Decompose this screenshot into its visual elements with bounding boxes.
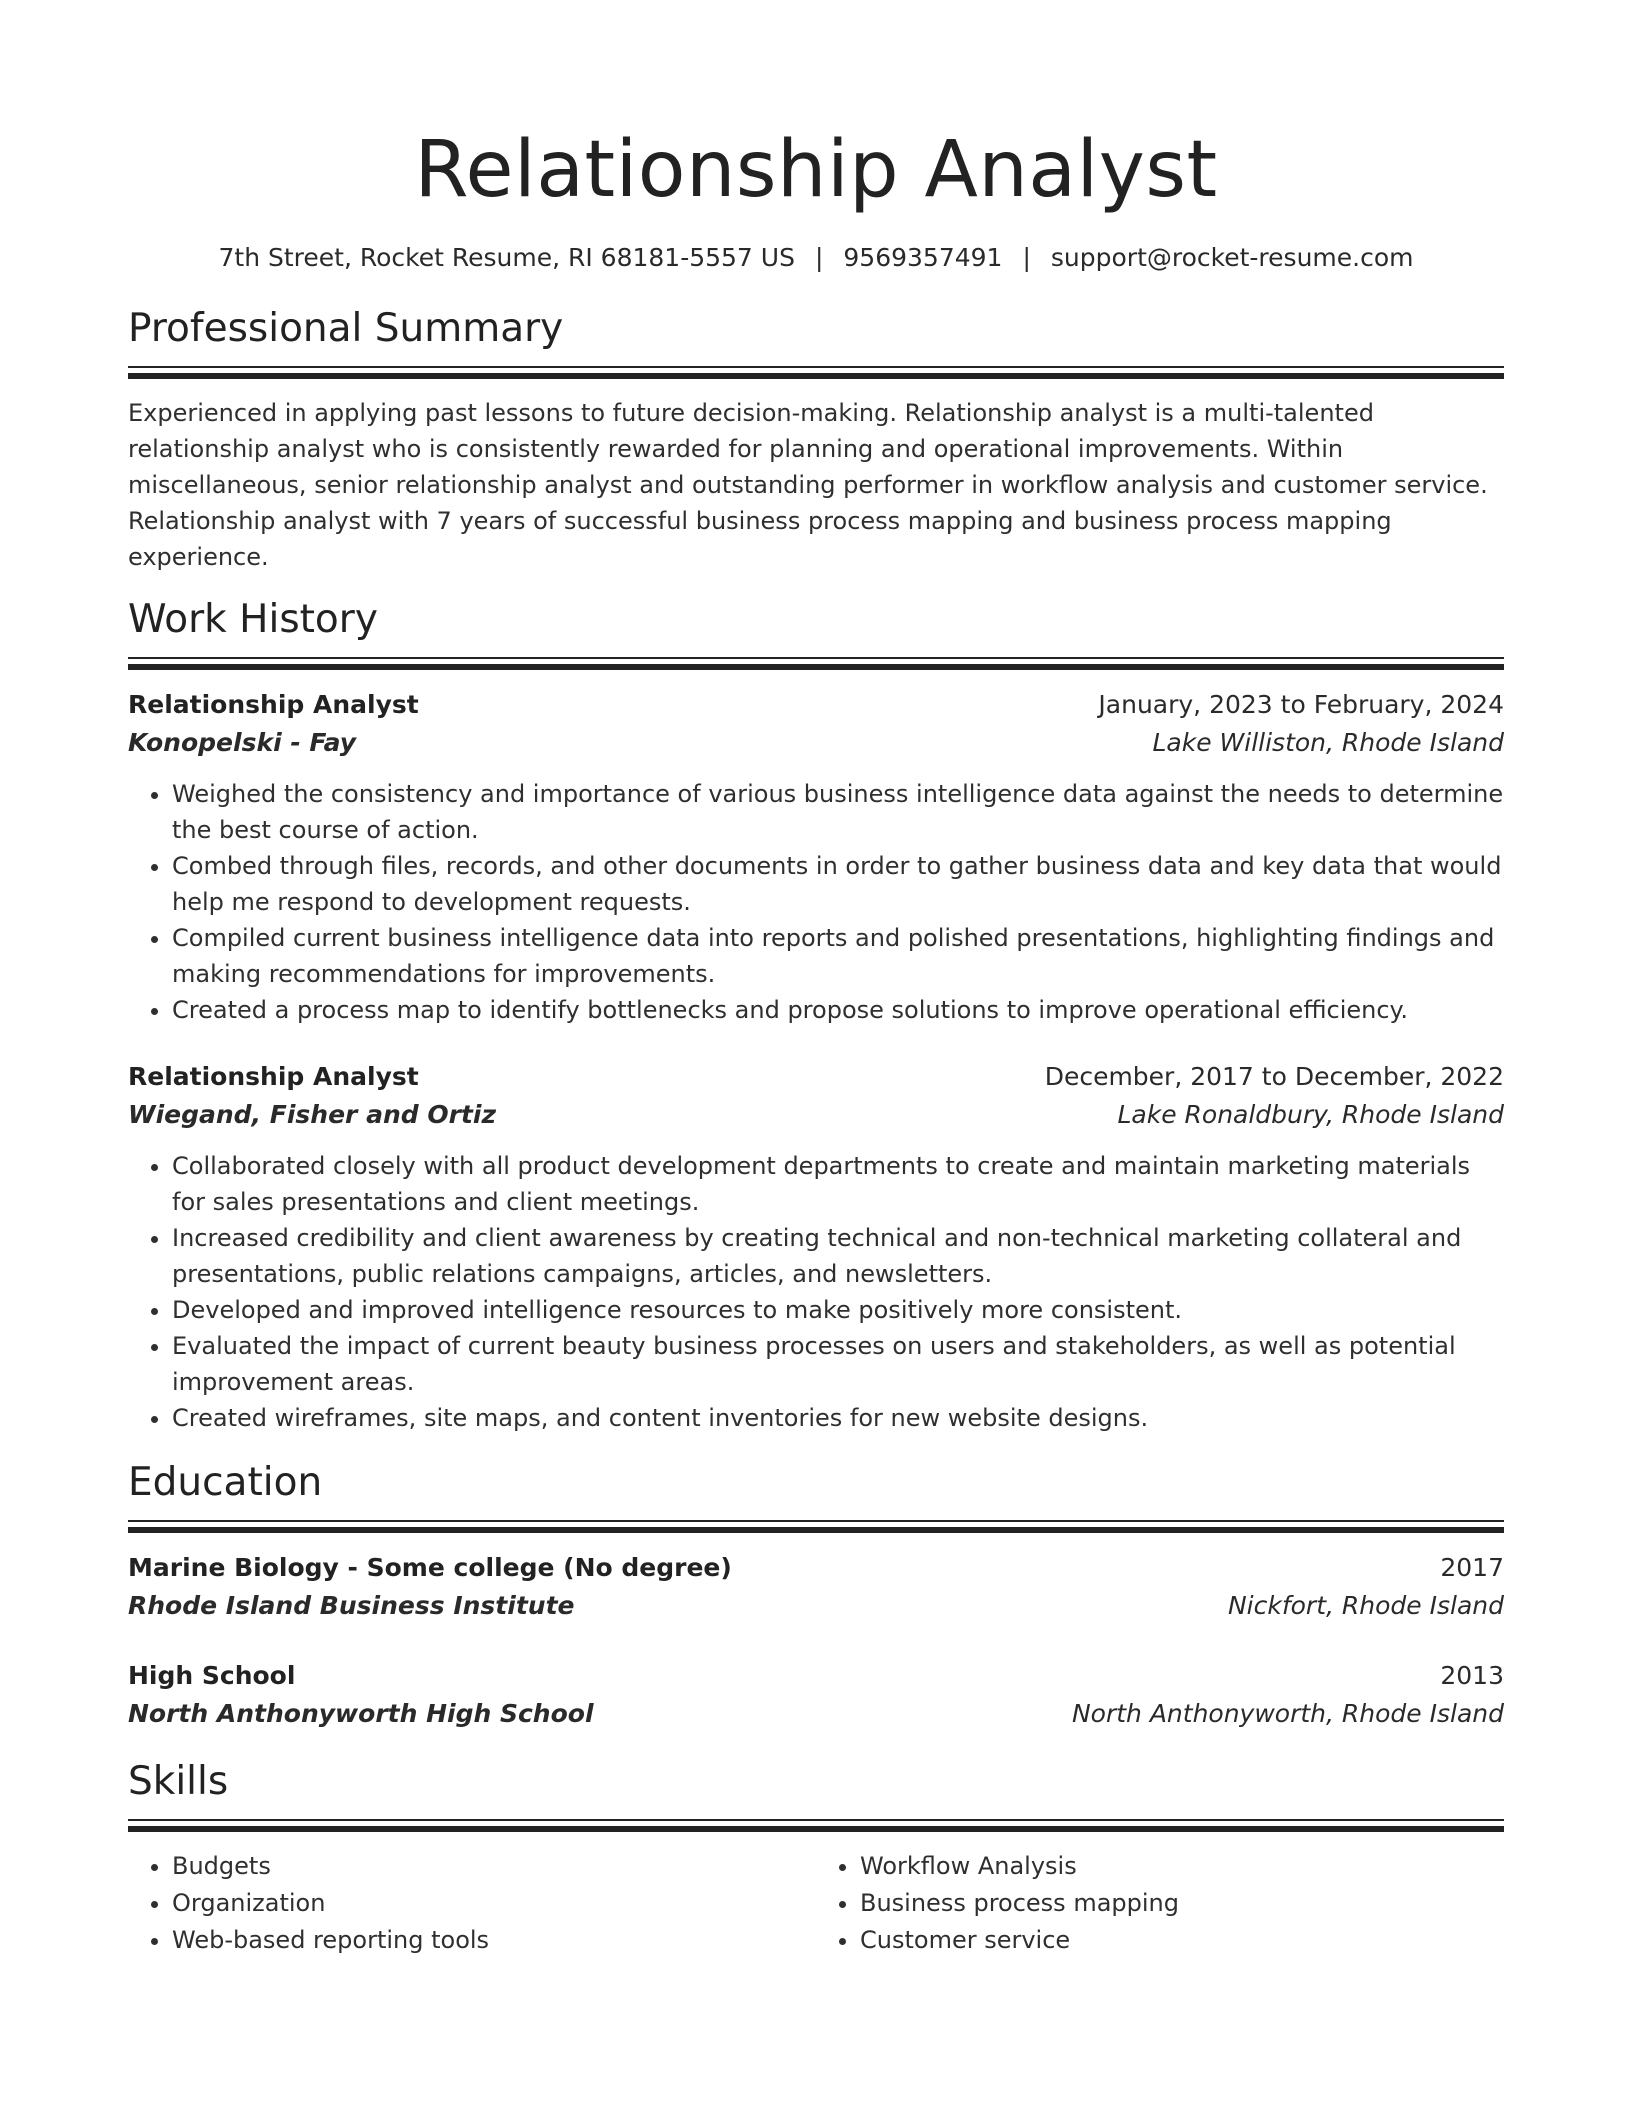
contact-email: support@rocket-resume.com (1050, 243, 1414, 272)
work-history-section (128, 595, 1504, 1436)
contact-address: 7th Street, Rocket Resume, RI 68181-5557 US (218, 243, 795, 272)
job-bullets (128, 776, 1504, 1028)
job-location: Lake Ronaldbury, Rhode Island (1117, 1100, 1504, 1129)
education-header-row (128, 1549, 1504, 1587)
skills-section (128, 1757, 1504, 1959)
education-entry (128, 1549, 1504, 1625)
skill-item: • Customer service (860, 1922, 1504, 1959)
education-location: North Anthonyworth, Rhode Island (1071, 1699, 1504, 1728)
skill-item: • Business process mapping (860, 1885, 1504, 1922)
job-entry (128, 1058, 1504, 1436)
skill-item: • Organization (172, 1885, 816, 1922)
job-dates: December, 2017 to December, 2022 (1044, 1062, 1504, 1091)
education-school-row (128, 1695, 1504, 1733)
job-org-row (128, 1096, 1504, 1134)
contact-line (128, 240, 1504, 276)
education-school-row (128, 1587, 1504, 1625)
summary-section (128, 304, 1504, 575)
list-item: • Developed and improved intelligence resources to make positively more consistent. (172, 1292, 1504, 1328)
list-item: • Created wireframes, site maps, and content inventories for new website designs. (172, 1400, 1504, 1436)
section-title-education: Education (128, 1460, 323, 1505)
job-location: Lake Williston, Rhode Island (1152, 728, 1504, 757)
contact-separator: | (814, 243, 824, 272)
list-item: • Increased credibility and client awareness by creating technical and non-technical marketing collateral and presentations, public relations campaigns, articles, and newsletters. (172, 1220, 1504, 1292)
list-item: • Combed through files, records, and other documents in order to gather business data and key data that would help me respond to development requests. (172, 848, 1504, 920)
job-entry (128, 686, 1504, 1028)
candidate-name: Relationship Analyst (414, 125, 1218, 215)
section-divider (128, 1520, 1504, 1533)
job-company: Konopelski - Fay (128, 728, 357, 757)
education-entry (128, 1657, 1504, 1733)
list-item: • Collaborated closely with all product development departments to create and maintain marketing materials for sales presentations and client meetings. (172, 1148, 1504, 1220)
job-bullets (128, 1148, 1504, 1436)
contact-phone: 9569357491 (843, 243, 1003, 272)
skill-item: • Workflow Analysis (860, 1848, 1504, 1885)
education-location: Nickfort, Rhode Island (1227, 1591, 1504, 1620)
list-item: • Compiled current business intelligence data into reports and polished presentations, highlighting findings and making recommendations for improvements. (172, 920, 1504, 992)
section-title-work-history: Work History (128, 597, 378, 642)
skills-columns (128, 1848, 1504, 1959)
job-title: Relationship Analyst (128, 690, 419, 719)
section-title-skills: Skills (128, 1759, 229, 1804)
section-title-summary: Professional Summary (128, 306, 564, 351)
list-item: • Evaluated the impact of current beauty business processes on users and stakeholders, as well as potential improvement areas. (172, 1328, 1504, 1400)
summary-text: Experienced in applying past lessons to future decision-making. Relationship analyst is a multi-talented relationship analyst who is consistently rewarded for planning and operational improvements. Within miscellaneous, senior relationship analyst and outstanding performer in workflow analysis and customer service. Relationship analyst with 7 years of successful business process mapping and business process mapping experience. (128, 399, 1488, 571)
skill-item: • Web-based reporting tools (172, 1922, 816, 1959)
job-dates: January, 2023 to February, 2024 (1098, 690, 1504, 719)
job-header-row (128, 686, 1504, 724)
section-divider (128, 1819, 1504, 1832)
education-school: North Anthonyworth High School (128, 1699, 594, 1728)
skill-item: • Budgets (172, 1848, 816, 1885)
section-divider (128, 657, 1504, 670)
education-year: 2013 (1440, 1661, 1504, 1690)
education-degree: Marine Biology - Some college (No degree) (128, 1553, 732, 1582)
job-title: Relationship Analyst (128, 1062, 419, 1091)
job-org-row (128, 724, 1504, 762)
education-year: 2017 (1440, 1553, 1504, 1582)
education-section (128, 1458, 1504, 1733)
education-school: Rhode Island Business Institute (128, 1591, 575, 1620)
list-item: • Weighed the consistency and importance of various business intelligence data against the needs to determine the best course of action. (172, 776, 1504, 848)
contact-separator: | (1022, 243, 1031, 272)
skills-list-right (816, 1848, 1504, 1959)
list-item: • Created a process map to identify bottlenecks and propose solutions to improve operational efficiency. (172, 992, 1504, 1028)
education-degree: High School (128, 1661, 296, 1690)
education-header-row (128, 1657, 1504, 1695)
skills-list-left (128, 1848, 816, 1959)
job-company: Wiegand, Fisher and Ortiz (128, 1100, 496, 1129)
job-header-row (128, 1058, 1504, 1096)
section-divider (128, 366, 1504, 379)
